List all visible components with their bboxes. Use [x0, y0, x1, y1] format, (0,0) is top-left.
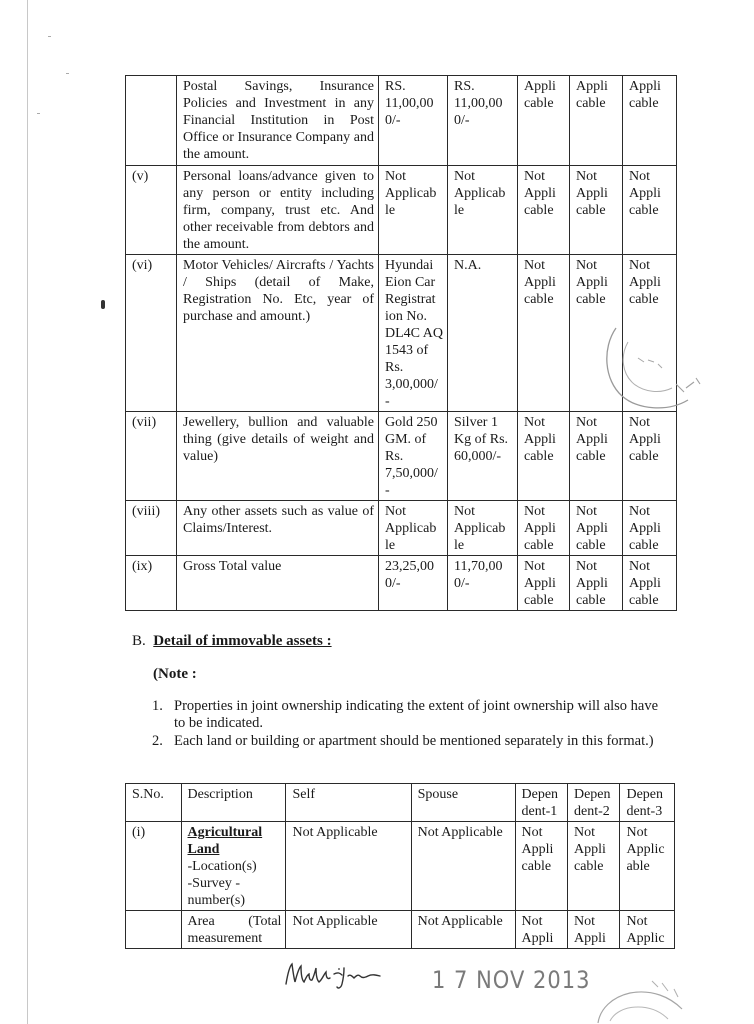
- spouse-cell: Not Applicable: [411, 822, 515, 911]
- list-item-text: Each land or building or apartment should be mentioned separately in this format.): [174, 733, 654, 749]
- scan-speck: [37, 113, 40, 114]
- dependent-1-cell: Not Appli cable: [518, 166, 570, 255]
- list-item-text: Properties in joint ownership indicating the extent of joint ownership will also have to be indicated.: [174, 698, 659, 731]
- dependent-3-cell: Not Applic able: [620, 822, 675, 911]
- description-cell: Jewellery, bullion and valuable thing (give details of weight and value): [177, 412, 379, 501]
- self-cell: Not Applicab le: [379, 501, 448, 556]
- signature: [282, 958, 402, 990]
- description-cell: [181, 822, 286, 911]
- scan-speck: [66, 73, 69, 74]
- list-item: [152, 733, 672, 750]
- spouse-cell: Silver 1 Kg of Rs. 60,000/-: [448, 412, 518, 501]
- spouse-cell: RS. 11,00,00 0/-: [448, 76, 518, 166]
- punch-mark: [101, 300, 105, 309]
- self-cell: 23,25,00 0/-: [379, 556, 448, 611]
- self-cell: RS. 11,00,00 0/-: [379, 76, 448, 166]
- dependent-1-cell: Not Appli cable: [518, 412, 570, 501]
- note-list: [152, 698, 672, 751]
- self-cell: Not Applicab le: [379, 166, 448, 255]
- self-cell: Gold 250 GM. of Rs. 7,50,000/ -: [379, 412, 448, 501]
- spouse-cell: N.A.: [448, 255, 518, 412]
- header-self: Self: [286, 784, 411, 822]
- official-seal: [598, 318, 718, 418]
- section-b-heading: [132, 633, 332, 650]
- dependent-1-cell: Not Appli cable: [518, 501, 570, 556]
- description-cell: Postal Savings, Insurance Policies and Investment in any Financial Institution in Post Office or Insurance Company and the amount.: [177, 76, 379, 166]
- dependent-1-cell: Not Appli cable: [518, 556, 570, 611]
- dependent-3-cell: Not Appli cable: [623, 255, 677, 412]
- table-header-row: [126, 784, 675, 822]
- date-stamp: 1 7 NOV 2013: [432, 966, 591, 994]
- header-dependent-3: Depen dent-3: [620, 784, 675, 822]
- dependent-3-cell: Not Appli cable: [623, 412, 677, 501]
- survey-number-label: -Survey -number(s): [187, 876, 246, 908]
- sno-cell: (i): [126, 822, 182, 911]
- spouse-cell: Not Applicab le: [448, 501, 518, 556]
- header-dependent-1: Depen dent-1: [515, 784, 567, 822]
- table-row: [126, 501, 677, 556]
- spouse-cell: 11,70,00 0/-: [448, 556, 518, 611]
- spouse-cell: Not Applicab le: [448, 166, 518, 255]
- spouse-cell: Not Applicable: [411, 911, 515, 949]
- header-spouse: Spouse: [411, 784, 515, 822]
- sno-cell: (v): [126, 166, 177, 255]
- immovable-assets-table: [125, 783, 675, 949]
- section-title: Detail of immovable assets :: [153, 633, 332, 649]
- table-row: [126, 556, 677, 611]
- dependent-2-cell: Not Appli cable: [567, 822, 619, 911]
- list-item-number: 1.: [152, 698, 163, 714]
- dependent-2-cell: Not Appli cable: [570, 412, 623, 501]
- dependent-1-cell: Not Appli cable: [515, 822, 567, 911]
- dependent-1-cell: Not Appli: [515, 911, 567, 949]
- description-cell: Gross Total value: [177, 556, 379, 611]
- dependent-2-cell: Not Appli cable: [570, 556, 623, 611]
- table-row: [126, 255, 677, 412]
- dependent-2-cell: Appli cable: [570, 76, 623, 166]
- list-item: [152, 698, 672, 732]
- dependent-1-cell: Appli cable: [518, 76, 570, 166]
- self-cell: Not Applicable: [286, 822, 411, 911]
- page-edge-line: [27, 0, 28, 1024]
- official-seal: [590, 975, 700, 1024]
- sno-cell: [126, 76, 177, 166]
- description-cell: Personal loans/advance given to any person or entity including firm, company, trust etc. And other receivable from debtors and the amount.: [177, 166, 379, 255]
- scan-speck: [48, 36, 51, 37]
- header-description: Description: [181, 784, 286, 822]
- sno-cell: [126, 911, 182, 949]
- description-cell: Motor Vehicles/ Aircrafts / Yachts / Ships (detail of Make, Registration No. Etc, year of purchase and amount.): [177, 255, 379, 412]
- dependent-2-cell: Not Appli cable: [570, 501, 623, 556]
- table-row: [126, 166, 677, 255]
- table-row: [126, 911, 675, 949]
- header-sno: S.No.: [126, 784, 182, 822]
- movable-assets-table: [125, 75, 677, 611]
- table-row: [126, 76, 677, 166]
- dependent-2-cell: Not Appli cable: [570, 255, 623, 412]
- note-label: (Note :: [153, 666, 197, 682]
- table-row: [126, 412, 677, 501]
- sno-cell: (vii): [126, 412, 177, 501]
- dependent-3-cell: Not Applic: [620, 911, 675, 949]
- self-cell: Not Applicable: [286, 911, 411, 949]
- sno-cell: (ix): [126, 556, 177, 611]
- dependent-3-cell: Not Appli cable: [623, 556, 677, 611]
- dependent-3-cell: Appli cable: [623, 76, 677, 166]
- sno-cell: (vi): [126, 255, 177, 412]
- dependent-3-cell: Not Appli cable: [623, 501, 677, 556]
- list-item-number: 2.: [152, 733, 163, 749]
- dependent-2-cell: Not Appli cable: [570, 166, 623, 255]
- agricultural-land-label: Agricultural Land: [187, 825, 263, 857]
- section-letter: B.: [132, 633, 146, 649]
- dependent-1-cell: Not Appli cable: [518, 255, 570, 412]
- dependent-3-cell: Not Appli cable: [623, 166, 677, 255]
- location-label: -Location(s): [187, 859, 257, 874]
- description-cell: Any other assets such as value of Claims/Interest.: [177, 501, 379, 556]
- sno-cell: (viii): [126, 501, 177, 556]
- header-dependent-2: Depen dent-2: [567, 784, 619, 822]
- table-row: [126, 822, 675, 911]
- dependent-2-cell: Not Appli: [567, 911, 619, 949]
- self-cell: Hyundai Eion Car Registrat ion No. DL4C AQ 1543 of Rs. 3,00,000/ -: [379, 255, 448, 412]
- description-cell: Area (Total measurement: [181, 911, 286, 949]
